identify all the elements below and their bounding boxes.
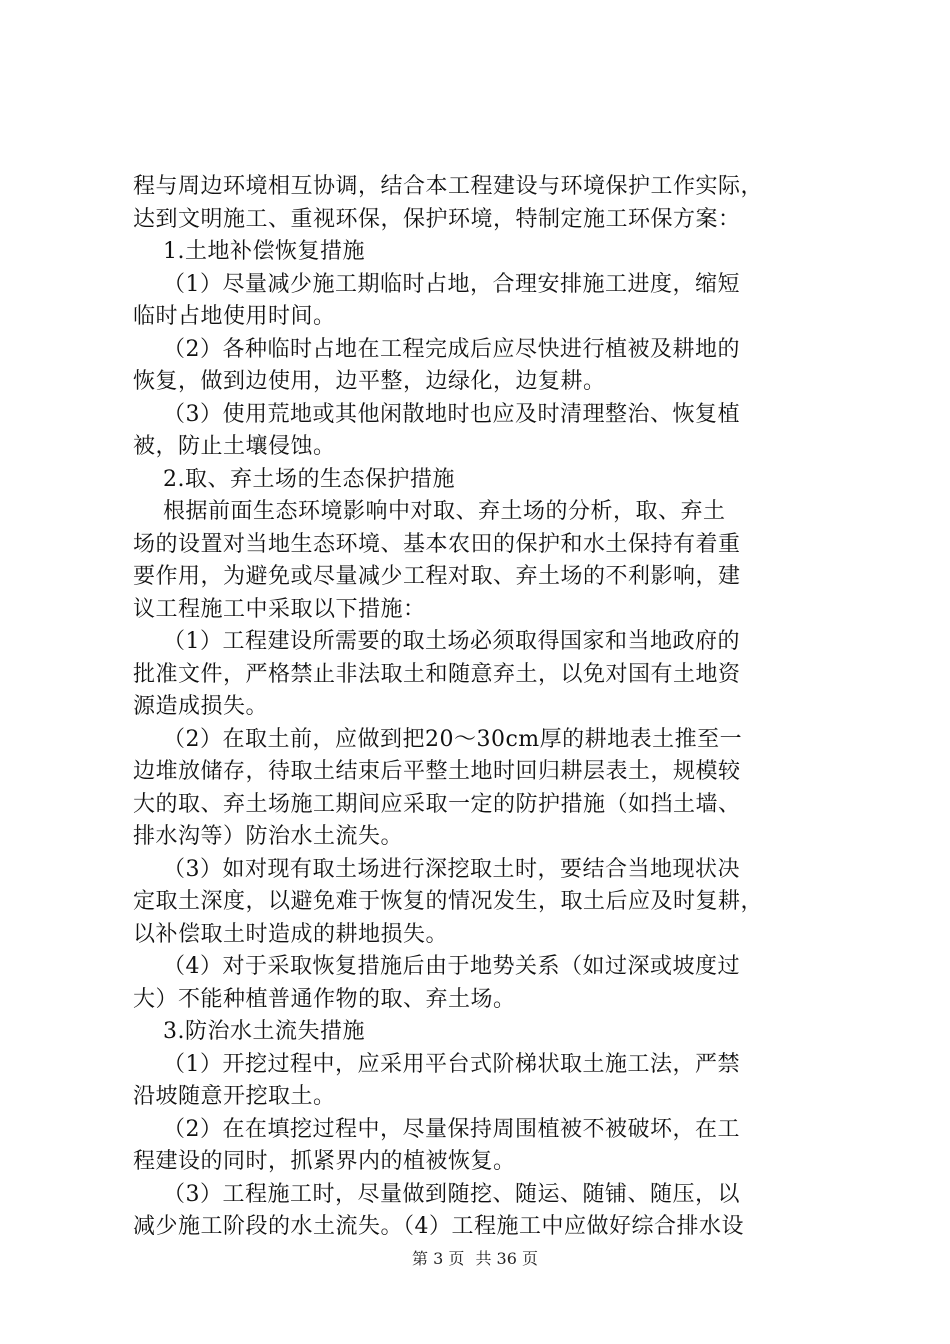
text-line: 要作用，为避免或尽量减少工程对取、弃土场的不利影响，建	[133, 564, 741, 589]
text-line: 1.土地补偿恢复措施	[133, 239, 365, 264]
text-line: 2.取、弃土场的生态保护措施	[133, 466, 455, 492]
text-line: 以补偿取土时造成的耕地损失。	[133, 921, 449, 947]
text-line: 源造成损失。	[133, 694, 269, 719]
text-line: （4）对于采取恢复措施后由于地势关系（如过深或坡度过	[133, 954, 740, 979]
text-line: 大）不能种植普通作物的取、弃土场。	[133, 986, 516, 1012]
text-line: （2）在在填挖过程中，尽量保持周围植被不被破坏，在工	[133, 1116, 740, 1142]
text-line: 边堆放储存，待取土结束后平整土地时回归耕层表土，规模较	[133, 759, 741, 784]
text-line: 3.防治水土流失措施	[133, 1019, 365, 1044]
text-line: 根据前面生态环境影响中对取、弃土场的分析，取、弃土	[133, 499, 726, 524]
text-line: 减少施工阶段的水土流失。（4）工程施工中应做好综合排水设	[133, 1214, 744, 1239]
text-line: 定取土深度，以避免难于恢复的情况发生，取土后应及时复耕，	[133, 889, 764, 914]
text-line: 批准文件，严格禁止非法取土和随意弃土，以免对国有土地资	[133, 661, 741, 687]
text-line: （3）工程施工时，尽量做到随挖、随运、随铺、随压，以	[133, 1181, 740, 1207]
text-line: 大的取、弃土场施工期间应采取一定的防护措施（如挡土墙、	[133, 791, 741, 817]
text-line: 程建设的同时，抓紧界内的植被恢复。	[133, 1149, 516, 1174]
text-line: （2）在取土前，应做到把20～30cm厚的耕地表土推至一	[133, 726, 743, 752]
text-line: （1）尽量减少施工期临时占地，合理安排施工进度，缩短	[133, 271, 740, 297]
text-line: 被，防止土壤侵蚀。	[133, 434, 336, 459]
text-line: 临时占地使用时间。	[133, 304, 336, 329]
text-line: 排水沟等）防治水土流失。	[133, 824, 404, 849]
text-line: 恢复，做到边使用，边平整，边绿化，边复耕。	[133, 369, 606, 394]
text-line: 达到文明施工、重视环保，保护环境，特制定施工环保方案：	[133, 206, 741, 232]
text-line: （2）各种临时占地在工程完成后应尽快进行植被及耕地的	[133, 336, 740, 362]
text-line: 场的设置对当地生态环境、基本农田的保护和水土保持有着重	[133, 531, 741, 557]
text-line: 程与周边环境相互协调，结合本工程建设与环境保护工作实际，	[133, 174, 764, 199]
page-total: 共 36 页	[475, 1249, 538, 1268]
text-line: （3）如对现有取土场进行深挖取土时，要结合当地现状决	[133, 856, 740, 882]
text-line: 沿坡随意开挖取土。	[133, 1084, 336, 1109]
page-footer	[0, 1246, 950, 1269]
text-line: 议工程施工中采取以下措施：	[133, 596, 426, 622]
text-line: （3）使用荒地或其他闲散地时也应及时清理整治、恢复植	[133, 401, 740, 427]
page-number: 第 3 页	[412, 1249, 465, 1268]
text-line: （1）开挖过程中，应采用平台式阶梯状取土施工法，严禁	[133, 1051, 740, 1077]
document-body	[133, 171, 823, 1244]
text-line: （1）工程建设所需要的取土场必须取得国家和当地政府的	[133, 629, 740, 654]
